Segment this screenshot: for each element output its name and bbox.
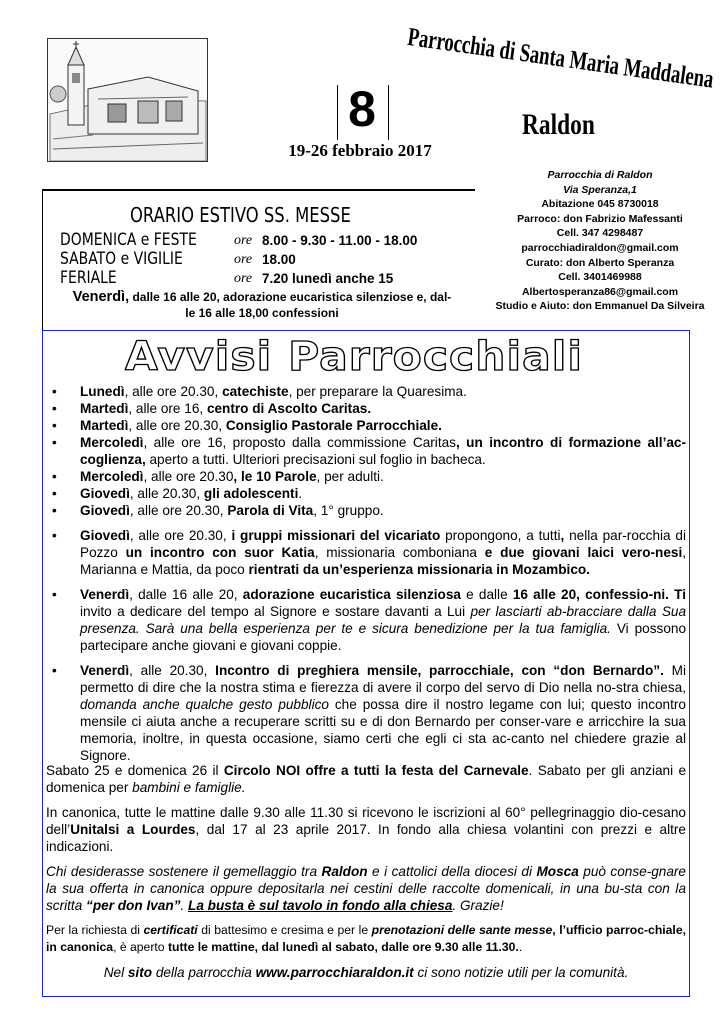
contact-line: Curato: don Alberto Speranza	[525, 256, 675, 269]
bullet: •	[52, 418, 57, 433]
mass-schedule-title: ORARIO ESTIVO SS. MESSE	[130, 203, 351, 227]
issue-date: 19-26 febbraio 2017	[288, 141, 432, 160]
item-day: Lunedì	[80, 384, 125, 399]
notice-text: e i cattolici della diocesi di	[367, 864, 537, 879]
issue-number: 8	[348, 81, 376, 137]
list-item	[50, 662, 686, 764]
item-highlight: 16 alle 20, confessio-ni. Ti	[512, 587, 686, 602]
announcements-title: Avvisi Parrocchiali	[125, 334, 583, 380]
bullet: •	[52, 486, 57, 501]
schedule-label: FERIALE	[60, 268, 117, 288]
contact-line: Via Speranza,1	[563, 183, 637, 196]
notice-italic: bambini e famiglie.	[132, 780, 246, 795]
notice-text: .	[518, 940, 523, 954]
town-name: Raldon	[522, 108, 595, 141]
notice-text: . Grazie!	[452, 898, 504, 913]
schedule-label: SABATO e VIGILIE	[60, 249, 183, 269]
contact-line: Abitazione 045 8730018	[541, 198, 659, 211]
website-notice	[46, 964, 686, 981]
list-item	[50, 485, 686, 502]
list-item	[50, 417, 686, 434]
notice-text: .	[180, 898, 189, 913]
schedule-times: 8.00 - 9.30 - 11.00 - 18.00	[262, 233, 418, 248]
notice-highlight: “per don Ivan”	[86, 898, 181, 913]
list-item	[50, 468, 686, 485]
schedule-label: DOMENICA e FESTE	[60, 230, 197, 250]
item-text: , missionaria comboniana	[314, 545, 485, 560]
item-highlight: e due giovani laici vero-nesi	[484, 545, 683, 560]
list-item	[50, 434, 686, 468]
notice-text: . Sabato per gli anziani e domenica per	[46, 763, 686, 795]
twinning-notice	[46, 863, 686, 914]
notice-highlight: Unitalsi a Lourdes	[70, 822, 196, 837]
item-text: , alle 20.30,	[129, 486, 204, 501]
item-highlight: ,	[560, 528, 565, 543]
schedule-times: 7.20 lunedì anche 15	[262, 271, 394, 286]
item-text: propongono, a tutti	[440, 528, 561, 543]
bullet: •	[52, 435, 57, 450]
item-text: , per adulti.	[316, 469, 384, 484]
item-text: , alle ore 20.30,	[129, 528, 232, 543]
item-day: Mercoledì	[80, 435, 144, 450]
item-text: , alle ore 16, proposto dalla commissione Caritas	[143, 435, 456, 450]
item-text: , alle ore 20.30	[143, 469, 234, 484]
item-day: Venerdì	[80, 587, 130, 602]
item-day: Giovedì	[80, 486, 130, 501]
notice-highlight: tutte le mattine, dal lunedì al sabato, dalle ore 9.30 alle 11.30.	[167, 940, 519, 954]
item-highlight: , le 10 Parole	[233, 469, 317, 484]
notice-text: In canonica, tutte le mattine dalle 9.30 alle 11.30 si ricevono le iscrizioni al 60° pellegrinaggio dio-cesano dell’	[46, 805, 686, 837]
item-day: Venerdì	[80, 663, 130, 678]
item-highlight: adorazione eucaristica silenziosa	[242, 587, 461, 602]
item-text: , alle ore 20.30,	[129, 503, 228, 518]
list-item	[50, 383, 686, 400]
schedule-ore: ore	[234, 271, 253, 286]
pilgrimage-notice	[46, 804, 686, 855]
contact-line: Albertosperanza86@gmail.com	[521, 285, 679, 298]
contact-line: parrocchiadiraldon@gmail.com	[521, 241, 679, 254]
notices	[46, 762, 686, 989]
item-highlight: i gruppi missionari del vicariato	[231, 528, 441, 543]
notice-text: Chi desiderasse sostenere il gemellaggio tra	[46, 864, 322, 879]
notice-text: Per la richiesta di	[46, 923, 144, 937]
notice-text: può conse-gnare la sua offerta in canonica oppure depositarla nei cestini delle raccolte domenicali, in una bu-sta con la scritta	[46, 864, 686, 913]
notice-text: ci sono notizie utili per la comunità.	[413, 965, 629, 980]
notice-highlight: prenotazioni delle sante messe	[371, 923, 553, 937]
item-highlight: Incontro di preghiera mensile, parrocchiale, con “don Bernardo”.	[215, 663, 664, 678]
notice-highlight: , l’ufficio parroc-chiale, in canonica	[46, 923, 686, 954]
item-highlight: rientrati da un’esperienza missionaria in Mozambico.	[248, 562, 590, 577]
contact-line: Cell. 347 4298487	[556, 227, 644, 240]
bullet: •	[52, 528, 57, 543]
item-text: nella par-rocchia di Pozzo	[80, 528, 686, 560]
item-highlight: Consiglio Pastorale Parrocchiale.	[225, 418, 442, 433]
item-text: , alle 20.30,	[129, 663, 216, 678]
list-item	[50, 527, 686, 578]
item-text: , alle ore 20.30,	[124, 384, 223, 399]
schedule-times: 18.00	[262, 252, 296, 267]
list-item	[50, 586, 686, 654]
item-highlight: Parola di Vita	[227, 503, 314, 518]
contact-line: Parroco: don Fabrizio Mafessanti	[517, 212, 683, 225]
bullet: •	[52, 587, 57, 602]
parish-title: Parrocchia di Santa Maria Maddalena	[405, 22, 716, 94]
bullet: •	[52, 469, 57, 484]
notice-text: della parrocchia	[152, 965, 256, 980]
notice-text: Sabato 25 e domenica 26 il	[46, 763, 224, 778]
website-link[interactable]: www.parrocchiaraldon.it	[255, 965, 414, 980]
bullet: •	[52, 384, 57, 399]
carnival-notice	[46, 762, 686, 796]
notice-text: di battesimo e cresima e per le	[197, 923, 372, 937]
item-text: , dalle 16 alle 20,	[129, 587, 243, 602]
item-day: Martedì	[80, 401, 129, 416]
notice-highlight: sito	[127, 965, 153, 980]
friday-text: le 16 alle 18,00 confessioni	[185, 306, 339, 320]
item-highlight: catechiste	[222, 384, 289, 399]
item-text: Mi permetto di dire che la nostra stima e fierezza di avere il corpo del servo di Dio nella no-stra chiesa,	[80, 663, 686, 695]
item-text: che possa dire il nostro legame con lui; questo incontro mensile ci aiuta anche a recuperare scritti su e di don Bernardo per conser-vare e arricchire la sua memoria, inoltre, in questa occasione, siamo certi che egli ci sta ac-canto nel chiedere grazie al Signore.	[80, 697, 686, 763]
item-day: Giovedì	[80, 528, 130, 543]
item-text: aperto a tutti. Ulteriori precisazioni sul foglio in bacheca.	[145, 452, 486, 467]
item-highlight: un incontro con suor Katia	[125, 545, 315, 560]
item-italic: per lasciarti ab-bracciare dalla Sua presenza. Sarà una bella esperienza per te e sicura benedizione per la tua famiglia.	[80, 604, 687, 636]
contact-line: Parrocchia di Raldon	[547, 169, 653, 181]
bullet: •	[52, 663, 57, 678]
item-highlight: centro di Ascolto Caritas.	[206, 401, 372, 416]
parish-contacts	[475, 168, 725, 314]
item-text: .	[298, 486, 303, 501]
item-text: , alle ore 16,	[128, 401, 207, 416]
bullet: •	[52, 503, 57, 518]
item-text: Vi possono partecipare anche giovani e giovani coppie.	[80, 621, 686, 653]
church-illustration	[47, 38, 208, 162]
notice-highlight: Raldon	[321, 864, 368, 879]
item-italic: domanda anche qualche gesto pubblico	[80, 697, 329, 712]
notice-highlight: certificati	[143, 923, 198, 937]
bullet: •	[52, 401, 57, 416]
item-text: , per preparare la Quaresima.	[288, 384, 467, 399]
notice-text: Nel	[103, 965, 128, 980]
item-text: , 1° gruppo.	[313, 503, 384, 518]
notice-highlight: Mosca	[536, 864, 579, 879]
friday-text: dalle 16 alle 20, adorazione eucaristica silenziose e, dal-	[129, 290, 452, 304]
notice-highlight: La busta è sul tavolo in fondo alla chiesa	[188, 898, 453, 913]
item-day: Giovedì	[80, 503, 130, 518]
office-notice	[46, 922, 686, 956]
item-text: , alle ore 20.30,	[128, 418, 226, 433]
list-item	[50, 502, 686, 519]
notice-text: , dal 17 al 23 aprile 2017. In fondo alla chiesa volantini con prezzi e altre indicazioni.	[46, 822, 686, 854]
item-highlight: , un incontro di formazione all’ac-coglienza,	[80, 435, 687, 467]
item-day: Mercoledì	[80, 469, 144, 484]
item-text: , Marianna e Mattia, da poco	[80, 545, 687, 577]
list-item	[50, 400, 686, 417]
schedule-ore: ore	[234, 233, 253, 248]
contact-line: Cell. 3401469988	[558, 271, 642, 284]
friday-label: Venerdì,	[72, 289, 130, 305]
item-text: invito a dedicare del tempo al Signore e sostare davanti a Lui	[80, 604, 471, 619]
item-text: e dalle	[460, 587, 513, 602]
contact-line: Studio e Aiuto: don Emmanuel Da Silveira	[495, 300, 705, 313]
schedule-ore: ore	[234, 252, 253, 267]
item-highlight: gli adolescenti	[203, 486, 299, 501]
announcements-list	[50, 383, 686, 764]
notice-text: , è aperto	[113, 940, 168, 954]
notice-highlight: Circolo NOI offre a tutti la festa del Carnevale	[223, 763, 529, 778]
friday-schedule	[47, 289, 477, 321]
item-day: Martedì	[80, 418, 129, 433]
